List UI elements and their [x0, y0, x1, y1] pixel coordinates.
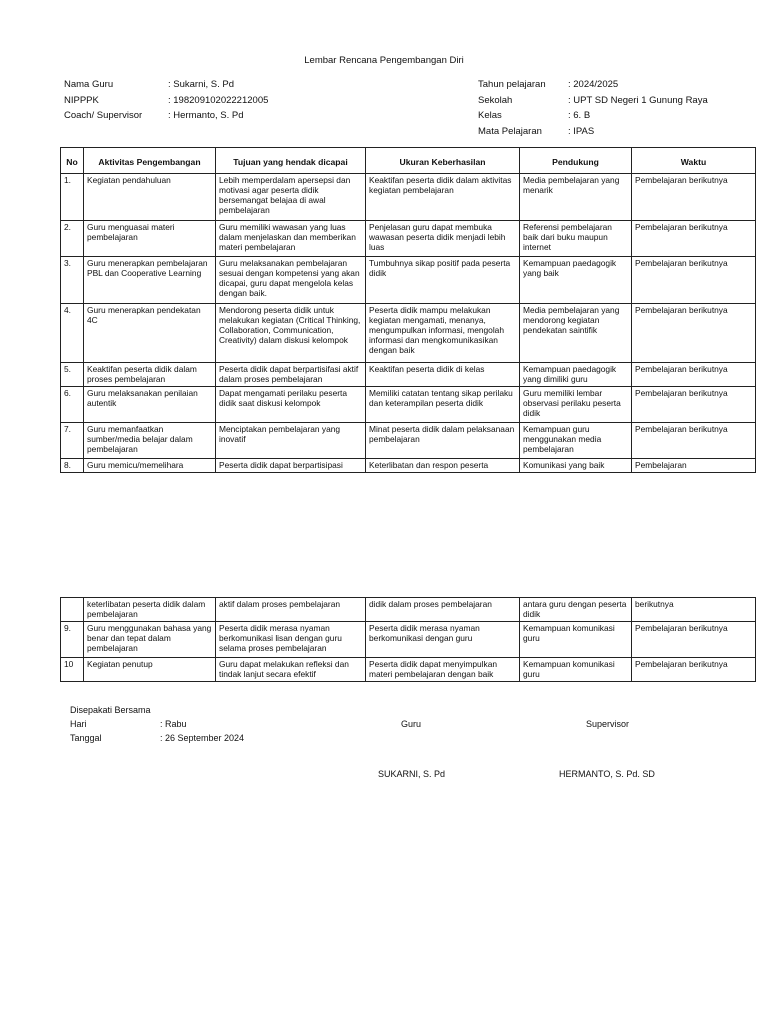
cell-no: 6. [61, 387, 84, 423]
info-label: Kelas [478, 110, 502, 121]
cell-no: 3. [61, 257, 84, 304]
cell-aktivitas: Keaktifan peserta didik dalam proses pembelajaran [84, 363, 216, 387]
table-row [61, 221, 756, 257]
cell-aktivitas: Guru memanfaatkan sumber/media belajar dalam pembelajaran [84, 423, 216, 459]
cell-aktivitas: Kegiatan pendahuluan [84, 174, 216, 221]
table-header-row [61, 148, 756, 174]
cell-no [61, 598, 84, 622]
cell-waktu: Pembelajaran berikutnya [632, 257, 756, 304]
cell-pendukung: Guru memiliki lembar observasi perilaku peserta didik [520, 387, 632, 423]
cell-pendukung: Kemampuan komunikasi guru [520, 658, 632, 682]
table-row [61, 423, 756, 459]
table-row [61, 304, 756, 363]
cell-no: 7. [61, 423, 84, 459]
cell-ukuran: Peserta didik merasa nyaman berkomunikasi dengan guru [366, 622, 520, 658]
table-row [61, 622, 756, 658]
info-value: : 2024/2025 [568, 79, 619, 90]
info-row-supervisor [64, 108, 268, 124]
cell-waktu: Pembelajaran berikutnya [632, 304, 756, 363]
cell-aktivitas: Kegiatan penutup [84, 658, 216, 682]
cell-waktu: Pembelajaran berikutnya [632, 423, 756, 459]
cell-aktivitas: keterlibatan peserta didik dalam pembelajaran [84, 598, 216, 622]
info-row-tahun [478, 77, 708, 93]
cell-aktivitas: Guru menerapkan pembelajaran PBL dan Cooperative Learning [84, 257, 216, 304]
cell-tujuan: Peserta didik dapat berpartisipasi [216, 459, 366, 473]
cell-aktivitas: Guru menggunakan bahasa yang benar dan tepat dalam pembelajaran [84, 622, 216, 658]
info-row-sekolah [478, 93, 708, 109]
school-info [478, 77, 708, 139]
info-label: Coach/ Supervisor [64, 110, 143, 121]
header-pendukung: Pendukung [520, 148, 632, 174]
info-value: : 6. B [568, 110, 591, 121]
cell-ukuran: Tumbuhnya sikap positif pada peserta didik [366, 257, 520, 304]
header-tujuan: Tujuan yang hendak dicapai [216, 148, 366, 174]
cell-tujuan: Guru melaksanakan pembelajaran sesuai dengan kompetensi yang akan dicapai, guru dapat mengelola kelas dengan baik. [216, 257, 366, 304]
cell-no: 9. [61, 622, 84, 658]
development-plan-table-continued [60, 597, 756, 682]
cell-pendukung: Kemampuan komunikasi guru [520, 622, 632, 658]
cell-ukuran: Memiliki catatan tentang sikap perilaku dan keterampilan peserta didik [366, 387, 520, 423]
cell-tujuan: Peserta didik dapat berpartisifasi aktif dalam proses pembelajaran [216, 363, 366, 387]
info-value: : 198209102022212005 [168, 94, 269, 106]
supervisor-signature-label: Supervisor [586, 719, 630, 729]
cell-tujuan: Dapat mengamati perilaku peserta didik saat diskusi kelompok [216, 387, 366, 423]
header-no: No [61, 148, 84, 174]
cell-aktivitas: Guru melaksanakan penilaian autentik [84, 387, 216, 423]
development-plan-table [60, 147, 756, 473]
info-value: : Hermanto, S. Pd [168, 110, 244, 121]
table-row [61, 658, 756, 682]
cell-waktu: Pembelajaran berikutnya [632, 622, 756, 658]
table-row [61, 387, 756, 423]
cell-pendukung: Referensi pembelajaran baik dari buku maupun internet [520, 221, 632, 257]
cell-ukuran: Keaktifan peserta didik dalam aktivitas kegiatan pembelajaran [366, 174, 520, 221]
cell-waktu: Pembelajaran [632, 459, 756, 473]
cell-waktu: Pembelajaran berikutnya [632, 387, 756, 423]
cell-pendukung: Komunikasi yang baik [520, 459, 632, 473]
date-value: : 26 September 2024 [160, 733, 245, 743]
info-value: : Sukarni, S. Pd [168, 79, 235, 90]
info-row-mapel [478, 124, 708, 140]
cell-waktu: berikutnya [632, 598, 756, 622]
info-label: Mata Pelajaran [478, 125, 542, 137]
cell-ukuran: Peserta didik mampu melakukan kegiatan mengamati, menanya, mengumpulkan informasi, mengolah informasi dan mengkomunikasikan dengan baik [366, 304, 520, 363]
info-row-nama-guru [64, 77, 268, 93]
cell-no: 10 [61, 658, 84, 682]
cell-tujuan: Guru dapat melakukan refleksi dan tindak lanjut secara efektif [216, 658, 366, 682]
cell-no: 4. [61, 304, 84, 363]
cell-pendukung: Kemampuan paedagogik yang dimiliki guru [520, 363, 632, 387]
cell-pendukung: Media pembelajaran yang mendorong kegiatan pendekatan saintifik [520, 304, 632, 363]
cell-aktivitas: Guru menerapkan pendekatan 4C [84, 304, 216, 363]
header-aktivitas: Aktivitas Pengembangan [84, 148, 216, 174]
cell-tujuan: Mendorong peserta didik untuk melakukan kegiatan (Critical Thinking, Collaboration, Communication, Creativity) dalam diskusi kelompok [216, 304, 366, 363]
guru-name: SUKARNI, S. Pd [378, 769, 446, 779]
cell-ukuran: Keterlibatan dan respon peserta [366, 459, 520, 473]
cell-pendukung: Media pembelajaran yang menarik [520, 174, 632, 221]
cell-aktivitas: Guru menguasai materi pembelajaran [84, 221, 216, 257]
teacher-info [64, 77, 268, 124]
cell-ukuran: Minat peserta didik dalam pelaksanaan pembelajaran [366, 423, 520, 459]
guru-signature-label: Guru [401, 719, 422, 729]
cell-tujuan: Menciptakan pembelajaran yang inovatif [216, 423, 366, 459]
table-row [61, 459, 756, 473]
header-ukuran: Ukuran Keberhasilan [366, 148, 520, 174]
cell-ukuran: Penjelasan guru dapat membuka wawasan peserta didik menjadi lebih luas [366, 221, 520, 257]
table-row [61, 363, 756, 387]
document-title: Lembar Rencana Pengembangan Diri [304, 55, 464, 66]
info-label: Nama Guru [64, 79, 114, 90]
info-value: : UPT SD Negeri 1 Gunung Raya [568, 94, 708, 106]
date-label: Tanggal [70, 733, 102, 743]
cell-tujuan: Lebih memperdalam apersepsi dan motivasi agar peserta didik bersemangat belajaa di awal pembelajaran [216, 174, 366, 221]
cell-tujuan: Guru memiliki wawasan yang luas dalam menjelaskan dan memberikan materi pembelajaran [216, 221, 366, 257]
cell-waktu: Pembelajaran berikutnya [632, 363, 756, 387]
cell-pendukung: antara guru dengan peserta didik [520, 598, 632, 622]
cell-pendukung: Kemampuan guru menggunakan media pembelajaran [520, 423, 632, 459]
day-value: : Rabu [160, 719, 187, 729]
cell-no: 2. [61, 221, 84, 257]
info-row-kelas [478, 108, 708, 124]
table-row [61, 174, 756, 221]
cell-tujuan: aktif dalam proses pembelajaran [216, 598, 366, 622]
cell-no: 5. [61, 363, 84, 387]
agreement-heading: Disepakati Bersama [70, 705, 151, 715]
info-value: : IPAS [568, 125, 595, 137]
cell-ukuran: Peserta didik dapat menyimpulkan materi pembelajaran dengan baik [366, 658, 520, 682]
cell-no: 8. [61, 459, 84, 473]
table-row [61, 598, 756, 622]
table-row [61, 257, 756, 304]
cell-pendukung: Kemampuan paedagogik yang baik [520, 257, 632, 304]
cell-no: 1. [61, 174, 84, 221]
cell-ukuran: didik dalam proses pembelajaran [366, 598, 520, 622]
day-label: Hari [70, 719, 87, 729]
cell-tujuan: Peserta didik merasa nyaman berkomunikasi lisan dengan guru selama proses pembelajaran [216, 622, 366, 658]
cell-waktu: Pembelajaran berikutnya [632, 221, 756, 257]
info-row-nipppk [64, 93, 268, 109]
cell-waktu: Pembelajaran berikutnya [632, 174, 756, 221]
cell-waktu: Pembelajaran berikutnya [632, 658, 756, 682]
info-label: Sekolah [478, 94, 513, 106]
supervisor-name: HERMANTO, S. Pd. SD [559, 769, 655, 779]
info-label: Tahun pelajaran [478, 79, 546, 90]
info-label: NIPPPK [64, 94, 99, 106]
cell-ukuran: Keaktifan peserta didik di kelas [366, 363, 520, 387]
header-waktu: Waktu [632, 148, 756, 174]
cell-aktivitas: Guru memicu/memelihara [84, 459, 216, 473]
